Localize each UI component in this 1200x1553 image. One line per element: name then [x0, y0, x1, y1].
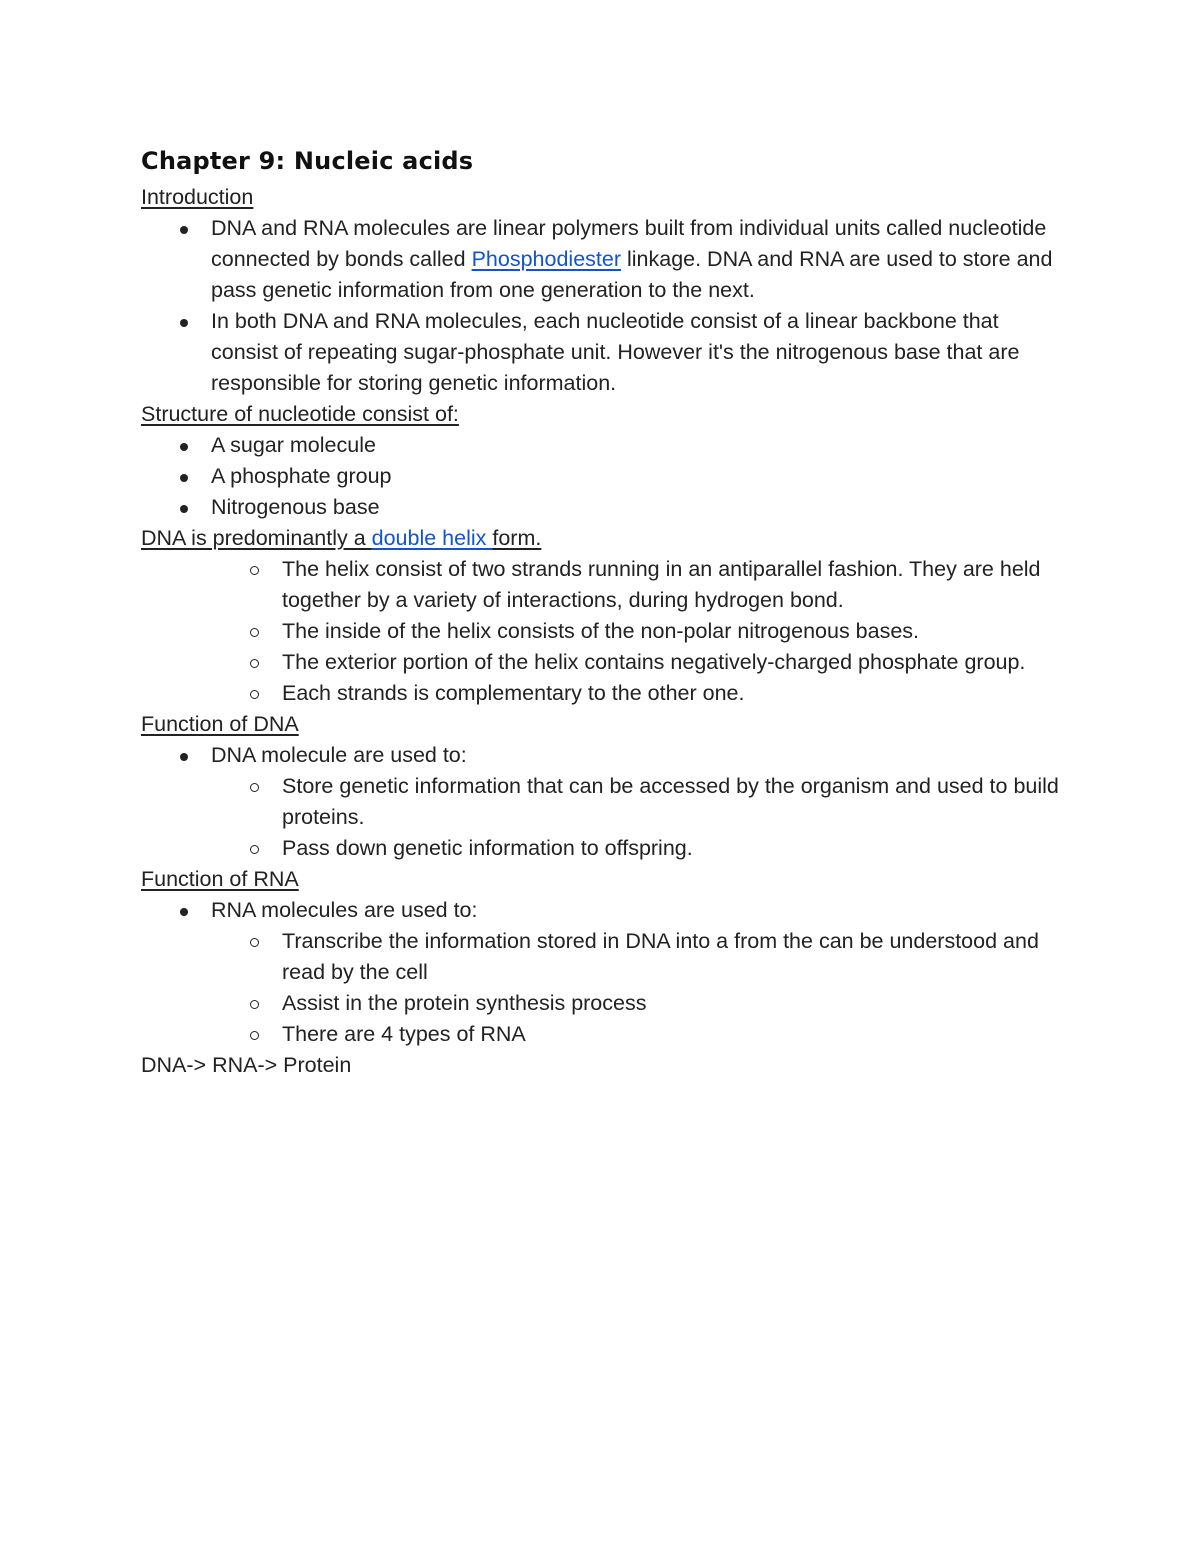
helix-item-text: The inside of the helix consists of the non-polar nitrogenous bases. [282, 619, 920, 643]
structure-item-text: A phosphate group [211, 464, 392, 488]
document-title: Chapter 9: Nucleic acids [141, 147, 474, 175]
list-item [141, 306, 1071, 399]
phosphodiester-link[interactable]: Phosphodiester [471, 247, 621, 271]
helix-list [141, 554, 1071, 709]
rna-function-sublist [141, 926, 1071, 1050]
rna-function-list [141, 895, 1071, 1050]
bullet-icon [180, 505, 188, 513]
bullet-icon [180, 908, 188, 916]
list-item [141, 616, 1071, 647]
list-item [141, 213, 1071, 306]
list-item [141, 461, 1071, 492]
rna-function-item-text: There are 4 types of RNA [282, 1022, 526, 1046]
dna-function-bullet-text: DNA molecule are used to: [211, 743, 467, 767]
intro-bullet-2-text: In both DNA and RNA molecules, each nucleotide consist of a linear backbone that consist of repeating sugar-phosphate unit. However it's the nitrogenous base that are responsible for storing genetic information. [211, 309, 1020, 395]
list-item [141, 647, 1071, 678]
section-heading-introduction: Introduction [141, 185, 254, 209]
list-item [141, 771, 1071, 833]
hollow-bullet-icon [250, 938, 259, 947]
list-item [141, 833, 1071, 864]
bullet-icon [180, 753, 188, 761]
intro-bullet-1-text-end: linkage. DNA and RNA are used to store and pass genetic information from one generation to the next. [211, 247, 1053, 302]
rna-function-item-text: Transcribe the information stored in DNA into a from the can be understood and read by the cell [282, 929, 1039, 984]
hollow-bullet-icon [250, 628, 259, 637]
document-page [141, 140, 1071, 1081]
hollow-bullet-icon [250, 659, 259, 668]
dna-function-list [141, 740, 1071, 864]
dna-function-item-text: Pass down genetic information to offspring. [282, 836, 693, 860]
list-item [141, 740, 1071, 864]
section-heading-structure: Structure of nucleotide consist of: [141, 402, 459, 426]
hollow-bullet-icon [250, 690, 259, 699]
hollow-bullet-icon [250, 845, 259, 854]
section-heading-rna-function: Function of RNA [141, 867, 299, 891]
bullet-icon [180, 319, 188, 327]
rna-function-bullet-text: RNA molecules are used to: [211, 898, 478, 922]
list-item [141, 926, 1071, 988]
structure-item-text: Nitrogenous base [211, 495, 380, 519]
helix-heading-end: form. [492, 526, 542, 550]
helix-item-text: The exterior portion of the helix contains negatively-charged phosphate group. [282, 650, 1026, 674]
bullet-icon [180, 474, 188, 482]
dna-function-sublist [141, 771, 1071, 864]
bullet-icon [180, 226, 188, 234]
rna-function-item-text: Assist in the protein synthesis process [282, 991, 647, 1015]
double-helix-link[interactable]: double helix [371, 526, 493, 550]
hollow-bullet-icon [250, 1000, 259, 1009]
list-item [141, 492, 1071, 523]
list-item [141, 988, 1071, 1019]
section-heading-double-helix [141, 523, 1071, 554]
hollow-bullet-icon [250, 783, 259, 792]
bullet-icon [180, 443, 188, 451]
list-item [141, 1019, 1071, 1050]
hollow-bullet-icon [250, 566, 259, 575]
structure-item-text: A sugar molecule [211, 433, 376, 457]
helix-item-text: The helix consist of two strands running in an antiparallel fashion. They are held together by a variety of interactions, during hydrogen bond. [282, 557, 1041, 612]
list-item [141, 895, 1071, 1050]
helix-item-text: Each strands is complementary to the other one. [282, 681, 745, 705]
section-heading-dna-function: Function of DNA [141, 712, 299, 736]
dna-function-item-text: Store genetic information that can be accessed by the organism and used to build proteins. [282, 774, 1059, 829]
list-item [141, 430, 1071, 461]
central-dogma-line: DNA-> RNA-> Protein [141, 1053, 352, 1077]
hollow-bullet-icon [250, 1031, 259, 1040]
helix-heading-start: DNA is predominantly a [141, 526, 372, 550]
structure-list [141, 430, 1071, 523]
list-item [141, 554, 1071, 616]
intro-bullet-1-text-start: DNA and RNA molecules are linear polymers built from individual units called nucleotide connected by bonds called [211, 216, 1047, 271]
list-item [141, 678, 1071, 709]
introduction-list [141, 213, 1071, 399]
